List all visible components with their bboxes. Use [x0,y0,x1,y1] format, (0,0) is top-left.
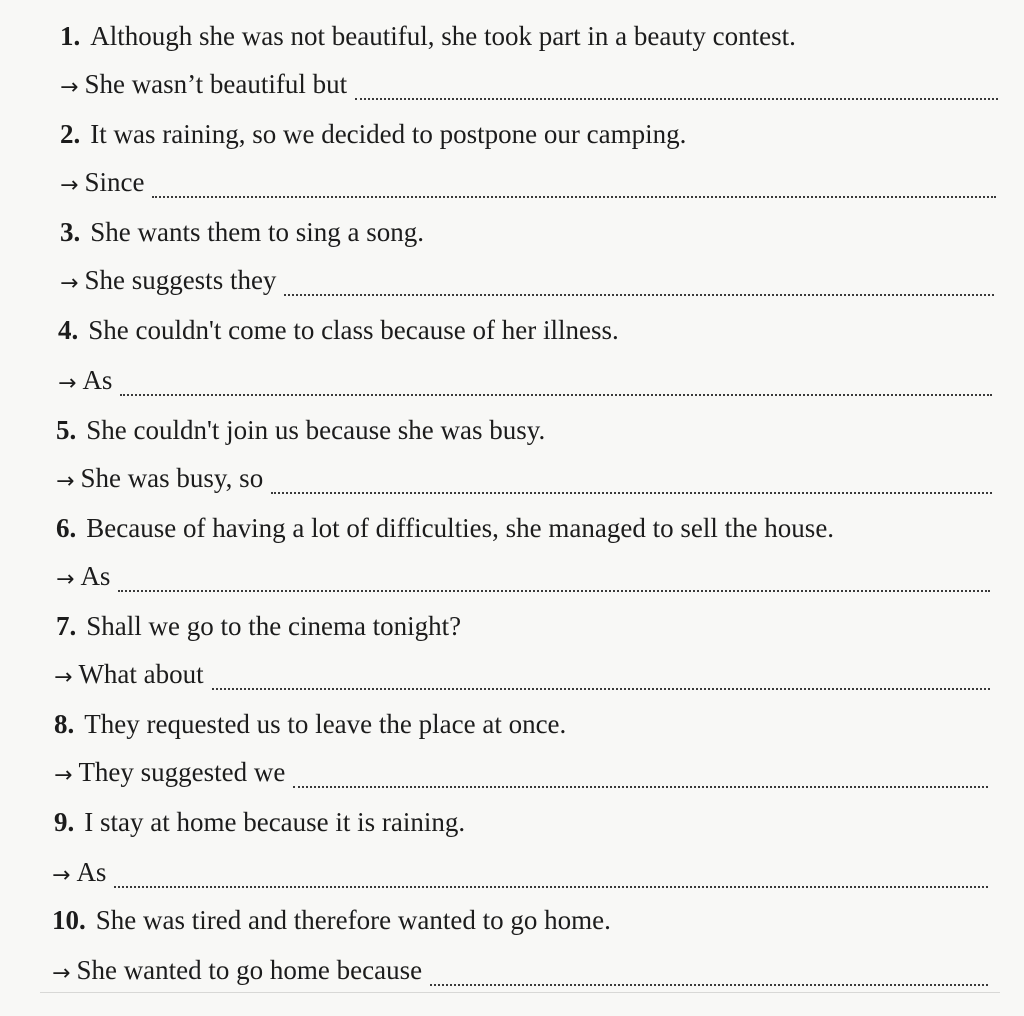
question-10 [52,904,611,936]
answer-prompt: They suggested we [78,757,286,787]
question-number: 10. [52,905,86,935]
question-sentence: I stay at home because it is raining. [84,807,466,837]
question-number: 1. [60,21,81,51]
question-number: 7. [56,611,77,641]
question-6 [56,512,834,544]
answer-prompt: Since [84,167,145,197]
question-number: 8. [54,709,75,739]
arrow-icon: → [60,75,79,100]
answer-line-10[interactable] [52,954,988,986]
answer-prompt: She suggests they [84,265,277,295]
answer-prompt: As [76,857,107,887]
arrow-icon: → [54,665,73,690]
answer-line-3[interactable] [60,264,994,296]
answer-line-4[interactable] [58,364,992,396]
question-sentence: She was tired and therefore wanted to go home. [95,905,611,935]
question-number: 9. [54,807,75,837]
answer-prompt: As [80,561,111,591]
question-sentence: Because of having a lot of difficulties, she managed to sell the house. [86,513,835,543]
question-sentence: They requested us to leave the place at once. [84,709,567,739]
answer-prompt: What about [78,659,204,689]
arrow-icon: → [56,469,75,494]
arrow-icon: → [52,863,71,888]
answer-line-5[interactable] [56,462,992,494]
answer-line-2[interactable] [60,166,996,198]
answer-blank[interactable] [152,172,996,198]
answer-prompt: She wanted to go home because [76,955,423,985]
question-1 [60,20,796,52]
question-8 [54,708,566,740]
arrow-icon: → [60,173,79,198]
arrow-icon: → [54,763,73,788]
answer-blank[interactable] [355,74,998,100]
answer-blank[interactable] [293,762,988,788]
question-number: 6. [56,513,77,543]
answer-line-6[interactable] [56,560,990,592]
question-number: 5. [56,415,77,445]
question-sentence: She wants them to sing a song. [90,217,424,247]
answer-blank[interactable] [271,468,992,494]
answer-prompt: As [82,365,113,395]
arrow-icon: → [52,961,71,986]
question-7 [56,610,461,642]
question-9 [54,806,465,838]
answer-blank[interactable] [284,270,994,296]
question-sentence: Although she was not beautiful, she took part in a beauty contest. [90,21,796,51]
question-5 [56,414,545,446]
answer-blank[interactable] [430,960,988,986]
answer-line-9[interactable] [52,856,988,888]
answer-line-8[interactable] [54,756,988,788]
answer-blank[interactable] [212,664,990,690]
question-sentence: She couldn't come to class because of her illness. [88,315,619,345]
arrow-icon: → [58,371,77,396]
question-2 [60,118,686,150]
question-number: 2. [60,119,81,149]
question-sentence: She couldn't join us because she was busy. [86,415,546,445]
page-divider [40,992,1000,993]
answer-prompt: She was busy, so [80,463,264,493]
question-4 [58,314,619,346]
answer-line-1[interactable] [60,68,998,100]
arrow-icon: → [60,271,79,296]
answer-blank[interactable] [120,370,992,396]
answer-blank[interactable] [114,862,988,888]
question-3 [60,216,424,248]
answer-line-7[interactable] [54,658,990,690]
answer-blank[interactable] [118,566,990,592]
question-sentence: It was raining, so we decided to postpone our camping. [90,119,687,149]
question-number: 3. [60,217,81,247]
question-number: 4. [58,315,79,345]
question-sentence: Shall we go to the cinema tonight? [86,611,462,641]
arrow-icon: → [56,567,75,592]
answer-prompt: She wasn’t beautiful but [84,69,348,99]
